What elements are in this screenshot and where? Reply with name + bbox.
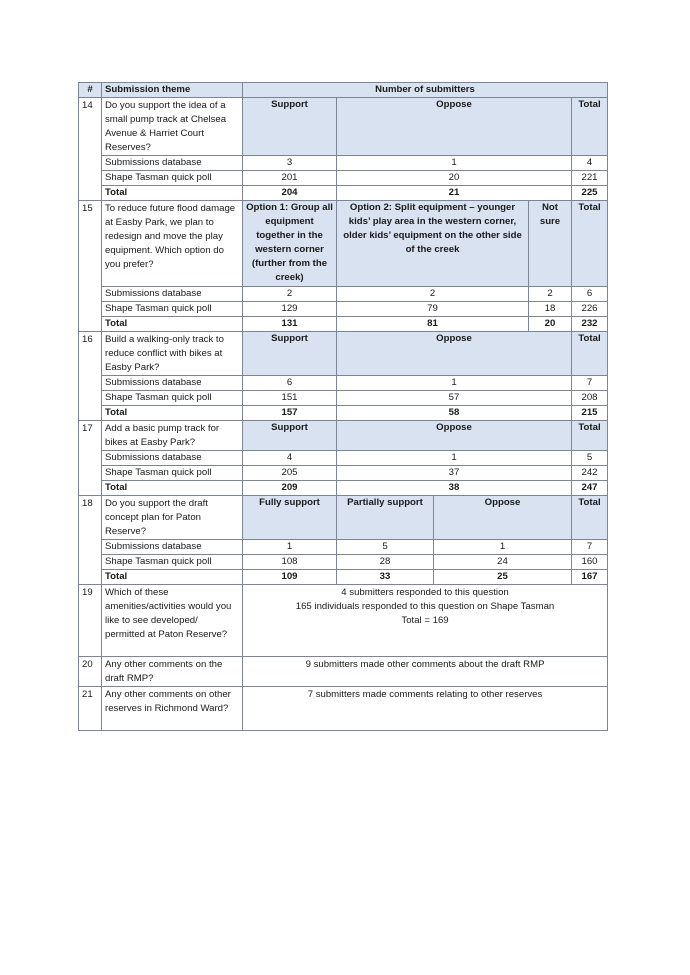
table-cell: 24: [434, 555, 572, 570]
summary-line: 4 submitters responded to this question: [341, 587, 509, 598]
table-row: [79, 496, 608, 540]
table-row: [79, 570, 608, 585]
option-header: Total: [572, 332, 608, 376]
row-label: Shape Tasman quick poll: [102, 302, 243, 317]
table-row: [79, 171, 608, 186]
table-cell: 2: [243, 287, 337, 302]
table-row: [79, 156, 608, 171]
table-cell: 215: [572, 406, 608, 421]
table-cell: 247: [572, 481, 608, 496]
header-submission-theme: Submission theme: [102, 83, 243, 98]
table-cell: 7: [572, 540, 608, 555]
table-cell: 6: [243, 376, 337, 391]
question-text: Which of these amenities/activities would you like to see developed/ permitted at Paton Reserve?: [102, 585, 243, 657]
table-row: [79, 302, 608, 317]
table-cell: 33: [337, 570, 434, 585]
option-header: Total: [572, 421, 608, 451]
row-label: Submissions database: [102, 287, 243, 302]
question-number: 14: [79, 98, 102, 201]
table-cell: 38: [337, 481, 572, 496]
table-cell: 129: [243, 302, 337, 317]
table-row: [79, 466, 608, 481]
table-row: [79, 186, 608, 201]
row-label: Shape Tasman quick poll: [102, 391, 243, 406]
option-header: Support: [243, 332, 337, 376]
table-cell: 3: [243, 156, 337, 171]
option-header: Oppose: [434, 496, 572, 540]
table-cell: 209: [243, 481, 337, 496]
table-cell: 157: [243, 406, 337, 421]
row-label: Submissions database: [102, 156, 243, 171]
table-cell: 4: [572, 156, 608, 171]
question-number: 21: [79, 687, 102, 731]
table-cell: 160: [572, 555, 608, 570]
question-text: Add a basic pump track for bikes at Easby Park?: [102, 421, 243, 451]
table-cell: 226: [572, 302, 608, 317]
table-cell: 79: [337, 302, 529, 317]
header-number: #: [79, 83, 102, 98]
question-text: To reduce future flood damage at Easby Park, we plan to redesign and move the play equipment. Which option do you prefer?: [102, 201, 243, 287]
table-row: [79, 201, 608, 287]
row-label: Submissions database: [102, 540, 243, 555]
row-label: Shape Tasman quick poll: [102, 466, 243, 481]
option-header: Support: [243, 98, 337, 156]
table-cell: 7: [572, 376, 608, 391]
table-row: [79, 585, 608, 657]
table-cell: 4: [243, 451, 337, 466]
question-number: 16: [79, 332, 102, 421]
table-row: [79, 421, 608, 451]
table-cell: 20: [337, 171, 572, 186]
row-label: Total: [102, 317, 243, 332]
row-label: Shape Tasman quick poll: [102, 555, 243, 570]
table-cell: 28: [337, 555, 434, 570]
row-label: Submissions database: [102, 376, 243, 391]
table-cell: 1: [337, 451, 572, 466]
table-row: [79, 332, 608, 376]
response-summary: [243, 585, 608, 657]
response-summary: 7 submitters made comments relating to other reserves: [243, 687, 608, 731]
table-cell: 5: [337, 540, 434, 555]
table-row: [79, 376, 608, 391]
table-row: [79, 451, 608, 466]
table-cell: 81: [337, 317, 529, 332]
table-cell: 2: [529, 287, 572, 302]
table-row: [79, 687, 608, 731]
table-cell: 221: [572, 171, 608, 186]
question-number: 17: [79, 421, 102, 496]
table-cell: 18: [529, 302, 572, 317]
option-header: Total: [572, 98, 608, 156]
table-row: [79, 391, 608, 406]
option-header: Not sure: [529, 201, 572, 287]
table-cell: 58: [337, 406, 572, 421]
option-header: Oppose: [337, 421, 572, 451]
submissions-table: [78, 82, 608, 731]
option-header: Option 2: Split equipment – younger kids’ play area in the western corner, older kids’ equipment on the other side of the creek: [337, 201, 529, 287]
table-cell: 225: [572, 186, 608, 201]
row-label: Total: [102, 481, 243, 496]
table-header-row: [79, 83, 608, 98]
row-label: Total: [102, 406, 243, 421]
option-header: Option 1: Group all equipment together in the western corner (further from the creek): [243, 201, 337, 287]
row-label: Shape Tasman quick poll: [102, 171, 243, 186]
table-cell: 2: [337, 287, 529, 302]
question-number: 15: [79, 201, 102, 332]
question-text: Any other comments on the draft RMP?: [102, 657, 243, 687]
option-header: Total: [572, 201, 608, 287]
summary-line: Total = 169: [401, 615, 449, 626]
table-row: [79, 317, 608, 332]
table-row: [79, 657, 608, 687]
table-cell: 1: [337, 156, 572, 171]
table-cell: 205: [243, 466, 337, 481]
table-cell: 1: [434, 540, 572, 555]
option-header: Partially support: [337, 496, 434, 540]
summary-line: 165 individuals responded to this question on Shape Tasman: [295, 601, 555, 612]
table-row: [79, 481, 608, 496]
question-text: Do you support the idea of a small pump track at Chelsea Avenue & Harriet Court Reserves?: [102, 98, 243, 156]
row-label: Submissions database: [102, 451, 243, 466]
table-cell: 1: [337, 376, 572, 391]
question-text: Build a walking-only track to reduce conflict with bikes at Easby Park?: [102, 332, 243, 376]
table-cell: 37: [337, 466, 572, 481]
question-number: 20: [79, 657, 102, 687]
table-cell: 25: [434, 570, 572, 585]
table-cell: 204: [243, 186, 337, 201]
table-row: [79, 555, 608, 570]
option-header: Total: [572, 496, 608, 540]
response-summary: 9 submitters made other comments about the draft RMP: [243, 657, 608, 687]
table-cell: 167: [572, 570, 608, 585]
table-cell: 6: [572, 287, 608, 302]
table-cell: 5: [572, 451, 608, 466]
row-label: Total: [102, 186, 243, 201]
table-cell: 57: [337, 391, 572, 406]
table-row: [79, 540, 608, 555]
table-cell: 108: [243, 555, 337, 570]
table-row: [79, 406, 608, 421]
table-cell: 20: [529, 317, 572, 332]
question-number: 19: [79, 585, 102, 657]
table-cell: 1: [243, 540, 337, 555]
question-text: Do you support the draft concept plan for Paton Reserve?: [102, 496, 243, 540]
table-row: [79, 98, 608, 156]
table-row: [79, 287, 608, 302]
table-cell: 242: [572, 466, 608, 481]
table-cell: 21: [337, 186, 572, 201]
table-cell: 151: [243, 391, 337, 406]
option-header: Support: [243, 421, 337, 451]
option-header: Oppose: [337, 332, 572, 376]
option-header: Fully support: [243, 496, 337, 540]
table-cell: 109: [243, 570, 337, 585]
table-cell: 201: [243, 171, 337, 186]
table-cell: 232: [572, 317, 608, 332]
table-cell: 131: [243, 317, 337, 332]
row-label: Total: [102, 570, 243, 585]
table-cell: 208: [572, 391, 608, 406]
header-number-of-submitters: Number of submitters: [243, 83, 608, 98]
question-number: 18: [79, 496, 102, 585]
option-header: Oppose: [337, 98, 572, 156]
question-text: Any other comments on other reserves in Richmond Ward?: [102, 687, 243, 731]
